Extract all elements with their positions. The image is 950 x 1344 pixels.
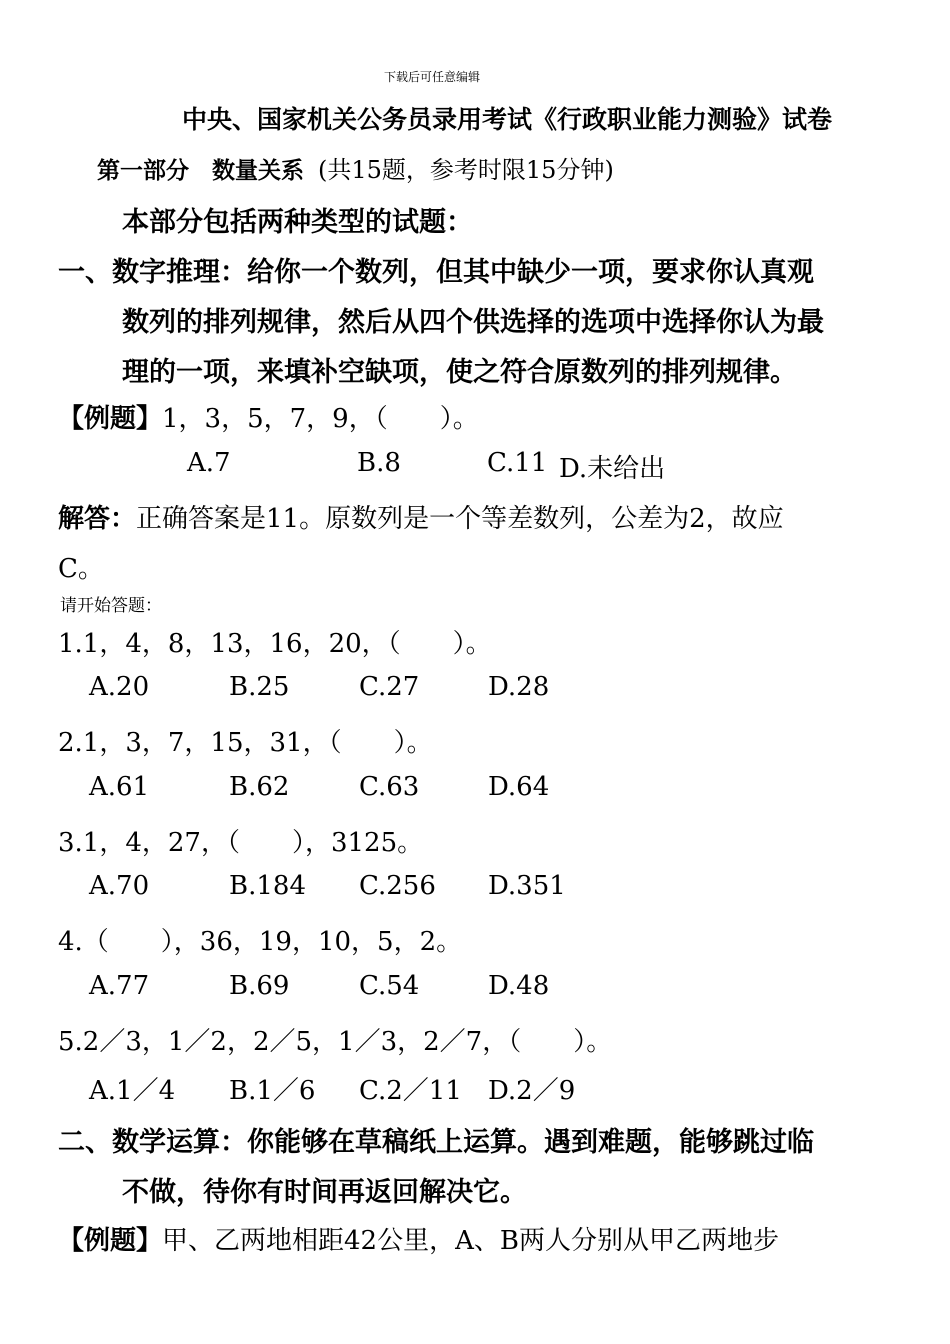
section1-line3: 理的一项，来填补空缺项，使之符合原数列的排列规律。 (122, 357, 797, 388)
q1-option-a: A.20 (89, 672, 150, 702)
q5-option-d: D.2／9 (488, 1076, 576, 1106)
part-detail: (共15题，参考时限15分钟) (318, 156, 614, 184)
q3-option-a: A.70 (89, 871, 150, 901)
q1-option-b: B.25 (229, 672, 290, 702)
q5-option-c: C.2／11 (359, 1076, 462, 1106)
answer (58, 498, 784, 535)
example1-label: 【例题】 (58, 404, 163, 434)
part-heading (97, 150, 614, 185)
answer-line2: C。 (58, 554, 104, 584)
question-2: 2.1，3，7，15，31，（ ）。 (58, 728, 433, 758)
section2-line1: 二、数学运算：你能够在草稿纸上运算。遇到难题，能够跳过临 (58, 1127, 814, 1158)
option-a: A.7 (187, 448, 231, 478)
q4-option-c: C.54 (359, 971, 420, 1001)
option-c: C.11 (487, 448, 548, 478)
example2-label: 【例题】 (58, 1226, 163, 1256)
question-5: 5.2／3，1／2，2／5，1／3，2／7，（ ）。 (58, 1027, 613, 1057)
question-4: 4.（ ），36，19，10，5，2。 (58, 927, 463, 957)
q3-option-c: C.256 (359, 871, 436, 901)
answer-label: 解答： (58, 504, 137, 534)
start-prompt: 请开始答题： (60, 596, 162, 616)
question-3: 3.1，4，27，（ ），3125。 (58, 828, 424, 858)
option-b: B.8 (357, 448, 401, 478)
section1-line2: 数列的排列规律，然后从四个供选择的选项中选择你认为最 (122, 307, 824, 338)
q3-option-d: D.351 (488, 871, 566, 901)
part-label: 第一部分 数量关系 (97, 158, 304, 184)
q4-option-b: B.69 (229, 971, 290, 1001)
option-d: D.未给出 (559, 454, 666, 484)
q4-option-d: D.48 (488, 971, 550, 1001)
q5-option-b: B.1／6 (229, 1076, 316, 1106)
q2-option-c: C.63 (359, 772, 420, 802)
example2-text: 甲、乙两地相距42公里，A、B两人分别从甲乙两地步 (162, 1226, 779, 1256)
section2-line2: 不做，待你有时间再返回解决它。 (122, 1177, 527, 1208)
q4-option-a: A.77 (89, 971, 150, 1001)
section1-line1: 一、数字推理：给你一个数列，但其中缺少一项，要求你认真观 (58, 257, 814, 288)
q2-option-d: D.64 (488, 772, 550, 802)
example2 (58, 1220, 779, 1257)
q2-option-b: B.62 (229, 772, 290, 802)
q3-option-b: B.184 (229, 871, 306, 901)
answer-text: 正确答案是11。原数列是一个等差数列，公差为2，故应 (136, 504, 784, 534)
q1-option-c: C.27 (359, 672, 420, 702)
header-note: 下载后可任意编辑 (384, 70, 481, 84)
q1-option-d: D.28 (488, 672, 550, 702)
example1 (58, 398, 479, 435)
intro-text: 本部分包括两种类型的试题： (122, 207, 473, 238)
q2-option-a: A.61 (89, 772, 150, 802)
q5-option-a: A.1／4 (89, 1076, 176, 1106)
question-1: 1.1，4，8，13，16，20，（ ）。 (58, 629, 492, 659)
page-title: 中央、国家机关公务员录用考试《行政职业能力测验》试卷 (182, 105, 833, 134)
example1-question: 1，3，5，7，9，（ ）。 (162, 404, 479, 434)
